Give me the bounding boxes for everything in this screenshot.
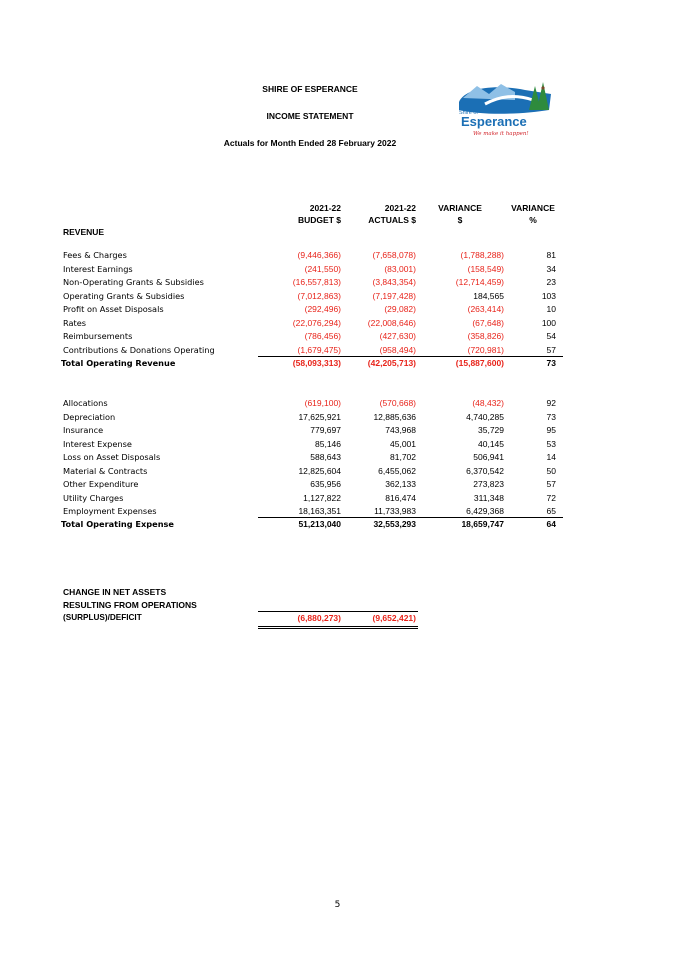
row-label: Reimbursements [63, 331, 133, 341]
row-label: Allocations [63, 398, 108, 408]
row-budget: 1,127,822 [303, 492, 341, 503]
row-label: Contributions & Donations Operating [63, 344, 215, 355]
table-row [0, 398, 675, 411]
table-row [0, 264, 675, 277]
change-double-rule-top [258, 626, 418, 627]
row-budget: (1,679,475) [297, 344, 341, 355]
row-variance: (720,981) [467, 344, 504, 355]
table-row [0, 318, 675, 331]
row-actual: 81,702 [390, 452, 416, 462]
change-top-rule [258, 611, 418, 612]
row-actual: (427,630) [379, 331, 416, 341]
logo-line2: Esperance [461, 114, 527, 129]
row-variance: 311,348 [473, 492, 504, 503]
row-budget: (292,496) [304, 304, 341, 314]
row-budget: 85,146 [315, 438, 341, 449]
row-variance: (158,549) [467, 263, 504, 274]
row-actual: 362,133 [385, 479, 416, 489]
row-variance: (67,648) [472, 317, 504, 328]
row-budget: 588,643 [310, 452, 341, 462]
row-variance: 40,145 [478, 438, 504, 449]
row-budget: (619,100) [304, 398, 341, 408]
row-variance: 506,941 [473, 452, 504, 462]
row-variance-pct: 14 [546, 452, 556, 462]
row-variance: 18,659,747 [461, 519, 504, 529]
row-variance-pct: 65 [546, 506, 556, 516]
row-actual: (7,658,078) [372, 250, 416, 260]
row-actual: (42,205,713) [367, 358, 416, 368]
change-budget: (6,880,273) [297, 613, 341, 623]
row-variance-pct: 10 [546, 304, 556, 314]
col-header-variance-amount-unit: $ [457, 215, 463, 225]
row-budget: (241,550) [304, 263, 341, 274]
row-actual: (29,082) [384, 304, 416, 314]
page-number: 5 [334, 900, 341, 910]
row-variance-pct: 50 [546, 465, 556, 476]
col-header-actuals-label: ACTUALS $ [368, 215, 416, 225]
row-variance-pct: 92 [546, 398, 556, 408]
row-variance-pct: 53 [546, 438, 556, 449]
row-budget: (22,076,294) [292, 317, 341, 328]
table-row [0, 479, 675, 492]
table-row [0, 304, 675, 317]
row-label: Profit on Asset Disposals [63, 304, 164, 314]
row-actual: (958,494) [379, 344, 416, 355]
row-variance: 6,370,542 [466, 465, 504, 476]
change-heading-line1: CHANGE IN NET ASSETS [63, 587, 167, 597]
row-label: Fees & Charges [63, 250, 127, 260]
change-heading-line2: RESULTING FROM OPERATIONS [63, 600, 197, 610]
row-variance-pct: 57 [546, 479, 556, 489]
row-variance-pct: 72 [546, 492, 556, 503]
col-header-variance-percent-unit: % [529, 215, 537, 225]
table-row [0, 277, 675, 290]
row-variance-pct: 23 [546, 277, 556, 287]
row-label: Total Operating Revenue [61, 358, 176, 368]
org-name: SHIRE OF ESPERANCE [262, 84, 358, 94]
row-actual: 45,001 [390, 438, 416, 449]
col-header-budget-label: BUDGET $ [298, 215, 341, 225]
expense-subtotal-rule [258, 517, 563, 518]
row-variance-pct: 81 [546, 250, 556, 260]
logo-tagline: We make it happen! [473, 131, 529, 137]
col-header-variance-amount-title: VARIANCE [438, 203, 482, 213]
row-budget: (786,456) [304, 331, 341, 341]
logo-emblem-icon [455, 80, 559, 138]
change-label: (SURPLUS)/DEFICIT [63, 613, 142, 622]
row-variance: 273,823 [473, 479, 504, 489]
row-variance: 184,565 [473, 290, 504, 301]
row-variance-pct: 64 [546, 519, 556, 529]
total-expense-row [0, 519, 675, 532]
row-budget: 635,956 [310, 479, 341, 489]
table-row [0, 439, 675, 452]
table-row [0, 425, 675, 438]
row-variance-pct: 95 [546, 425, 556, 435]
row-label: Insurance [63, 425, 104, 435]
row-actual: (7,197,428) [372, 290, 416, 301]
change-actual: (9,652,421) [372, 613, 416, 623]
row-budget: (16,557,813) [292, 277, 341, 287]
row-label: Employment Expenses [63, 506, 157, 516]
col-header-variance-percent [503, 202, 563, 226]
total-revenue-row [0, 358, 675, 371]
row-variance-pct: 103 [541, 290, 556, 301]
row-actual: 6,455,062 [378, 465, 416, 476]
row-budget: 779,697 [310, 425, 341, 435]
row-variance: 6,429,368 [466, 506, 504, 516]
row-budget: 12,825,604 [298, 465, 341, 476]
row-label: Operating Grants & Subsidies [63, 290, 185, 301]
table-row [0, 291, 675, 304]
row-label: Material & Contracts [63, 465, 148, 476]
row-label: Utility Charges [63, 492, 124, 503]
row-budget: (7,012,863) [297, 290, 341, 301]
statement-title: INCOME STATEMENT [266, 111, 354, 121]
col-header-actuals-year: 2021-22 [384, 203, 416, 213]
table-row [0, 466, 675, 479]
row-variance-pct: 57 [546, 344, 556, 355]
col-header-variance-percent-title: VARIANCE [511, 203, 555, 213]
row-budget: 17,625,921 [298, 411, 341, 422]
row-variance: (15,887,600) [455, 358, 504, 368]
period-subtitle: Actuals for Month Ended 28 February 2022 [223, 138, 397, 148]
row-actual: 743,968 [385, 425, 416, 435]
logo-line1: Shire of [459, 110, 478, 116]
revenue-heading: REVENUE [63, 227, 105, 237]
table-row [0, 331, 675, 344]
row-label: Non-Operating Grants & Subsidies [63, 277, 204, 287]
row-actual: (3,843,354) [372, 277, 416, 287]
row-variance-pct: 100 [541, 317, 556, 328]
table-row [0, 493, 675, 506]
row-variance: (48,432) [472, 398, 504, 408]
col-header-budget [261, 202, 341, 226]
row-variance: 35,729 [478, 425, 504, 435]
row-label: Rates [63, 317, 87, 328]
row-actual: 816,474 [385, 492, 416, 503]
row-variance-pct: 34 [546, 263, 556, 274]
row-label: Total Operating Expense [61, 519, 174, 529]
row-label: Interest Expense [63, 438, 132, 449]
row-label: Depreciation [63, 411, 116, 422]
row-label: Other Expenditure [63, 479, 139, 489]
row-label: Loss on Asset Disposals [63, 452, 161, 462]
revenue-subtotal-rule [258, 356, 563, 357]
row-budget: 51,213,040 [298, 519, 341, 529]
row-actual: (22,008,646) [367, 317, 416, 328]
row-variance-pct: 73 [546, 358, 556, 368]
row-label: Interest Earnings [63, 263, 133, 274]
row-budget: 18,163,351 [298, 506, 341, 516]
table-row [0, 250, 675, 263]
col-header-variance-amount [430, 202, 490, 226]
row-variance: (263,414) [467, 304, 504, 314]
change-row [0, 613, 675, 626]
row-budget: (9,446,366) [297, 250, 341, 260]
row-variance: 4,740,285 [466, 411, 504, 422]
row-actual: 11,733,983 [374, 506, 416, 516]
row-variance: (358,826) [467, 331, 504, 341]
shire-logo [455, 80, 559, 138]
table-row [0, 452, 675, 465]
table-row [0, 412, 675, 425]
change-double-rule-bottom [258, 628, 418, 629]
row-budget: (58,093,313) [292, 358, 341, 368]
row-actual: 32,553,293 [373, 519, 416, 529]
row-variance: (1,788,288) [460, 250, 504, 260]
row-actual: (570,668) [379, 398, 416, 408]
col-header-budget-year: 2021-22 [309, 203, 341, 213]
row-variance-pct: 54 [546, 331, 556, 341]
col-header-actuals [336, 202, 416, 226]
row-actual: (83,001) [384, 263, 416, 274]
row-actual: 12,885,636 [373, 411, 416, 422]
row-variance: (12,714,459) [455, 277, 504, 287]
row-variance-pct: 73 [546, 411, 556, 422]
